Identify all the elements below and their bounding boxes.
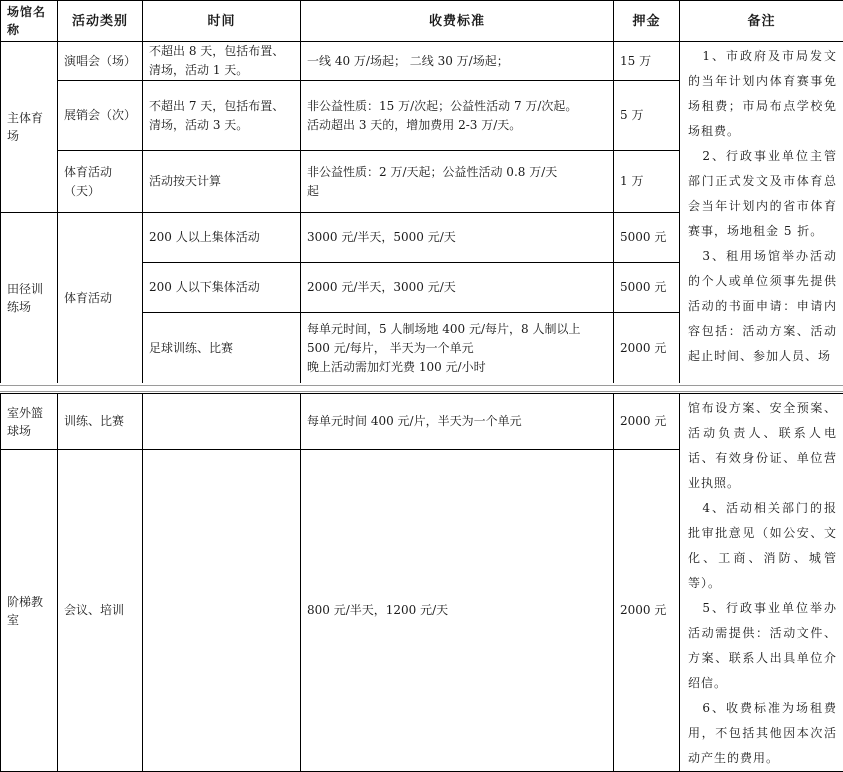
remark-5: 5、行政事业单位举办活动需提供：活动文件、方案、联系人出具单位介绍信。 <box>688 596 837 696</box>
time-sports-day: 活动按天计算 <box>143 151 301 213</box>
fee-field-large-group: 3000 元/半天，5000 元/天 <box>301 213 614 263</box>
remarks-cell <box>680 42 843 384</box>
deposit-sports-day: 1 万 <box>614 151 680 213</box>
remark-4: 4、活动相关部门的报批审批意见（如公安、文化、工商、消防、城管等）。 <box>688 496 837 596</box>
deposit-basketball: 2000 元 <box>614 394 680 450</box>
deposit-field-large-group: 5000 元 <box>614 213 680 263</box>
time-field-large-group: 200 人以上集体活动 <box>143 213 301 263</box>
remark-6: 6、收费标准为场租费用，不包括其他因本次活动产生的费用。 <box>688 696 837 771</box>
remark-1: 1、市政府及市局发文的当年计划内体育赛事免场租费；市局布点学校免场租费。 <box>688 44 837 144</box>
deposit-exhibition: 5 万 <box>614 81 680 151</box>
venue-main-stadium: 主体育场 <box>1 42 58 213</box>
venue-field-training: 田径训练场 <box>1 213 58 384</box>
page-break-line-top <box>0 385 843 386</box>
time-exhibition: 不超出 7 天，包括布置、 清场，活动 3 天。 <box>143 81 301 151</box>
venue-outdoor-basketball: 室外篮球场 <box>1 394 58 450</box>
fee-field-small-group: 2000 元/半天，3000 元/天 <box>301 263 614 313</box>
remark-3: 3、租用场馆举办活动的个人或单位须事先提供活动的书面申请：申请内容包括：活动方案、活动起止时间、参加人员、场 <box>688 244 837 369</box>
header-remarks: 备注 <box>680 1 843 42</box>
header-fee: 收费标准 <box>301 1 614 42</box>
remark-2: 2、行政事业单位主管部门正式发文及市体育总会当年计划内的省市体育赛事，场地租金 5 折。 <box>688 144 837 244</box>
time-field-small-group: 200 人以下集体活动 <box>143 263 301 313</box>
category-concert: 演唱会（场） <box>58 42 143 81</box>
fee-basketball: 每单元时间 400 元/片，半天为一个单元 <box>301 394 614 450</box>
table-row <box>1 394 843 450</box>
fee-table-page-1 <box>0 0 843 384</box>
category-sports-day: 体育活动（天） <box>58 151 143 213</box>
fee-football: 每单元时间，5 人制场地 400 元/每片，8 人制以上 500 元/每片， 半天为一个单元 晚上活动需加灯光费 100 元/小时 <box>301 313 614 384</box>
category-lecture: 会议、培训 <box>58 450 143 772</box>
time-concert: 不超出 8 天，包括布置、 清场，活动 1 天。 <box>143 42 301 81</box>
header-deposit: 押金 <box>614 1 680 42</box>
fee-sports-day: 非公益性质：2 万/天起；公益性活动 0.8 万/天 起 <box>301 151 614 213</box>
table-header-row <box>1 1 843 42</box>
venue-lecture-hall: 阶梯教室 <box>1 450 58 772</box>
page-break-line-bottom <box>0 391 843 392</box>
category-basketball: 训练、比赛 <box>58 394 143 450</box>
category-exhibition: 展销会（次） <box>58 81 143 151</box>
deposit-lecture: 2000 元 <box>614 450 680 772</box>
deposit-football: 2000 元 <box>614 313 680 384</box>
remark-3-continued: 馆布设方案、安全预案、活动负责人、联系人电话、有效身份证、单位营业执照。 <box>688 396 837 496</box>
fee-lecture: 800 元/半天，1200 元/天 <box>301 450 614 772</box>
header-time: 时间 <box>143 1 301 42</box>
category-field-sports: 体育活动 <box>58 213 143 384</box>
time-football: 足球训练、比赛 <box>143 313 301 384</box>
time-lecture <box>143 450 301 772</box>
deposit-concert: 15 万 <box>614 42 680 81</box>
table-row <box>1 42 843 81</box>
fee-exhibition: 非公益性质：15 万/次起；公益性活动 7 万/次起。 活动超出 3 天的，增加费用 2-3 万/天。 <box>301 81 614 151</box>
remarks-cell-continued <box>680 394 843 772</box>
fee-concert: 一线 40 万/场起； 二线 30 万/场起； <box>301 42 614 81</box>
time-basketball <box>143 394 301 450</box>
header-venue: 场馆名称 <box>1 1 58 42</box>
deposit-field-small-group: 5000 元 <box>614 263 680 313</box>
fee-table-page-2 <box>0 393 843 772</box>
header-category: 活动类别 <box>58 1 143 42</box>
